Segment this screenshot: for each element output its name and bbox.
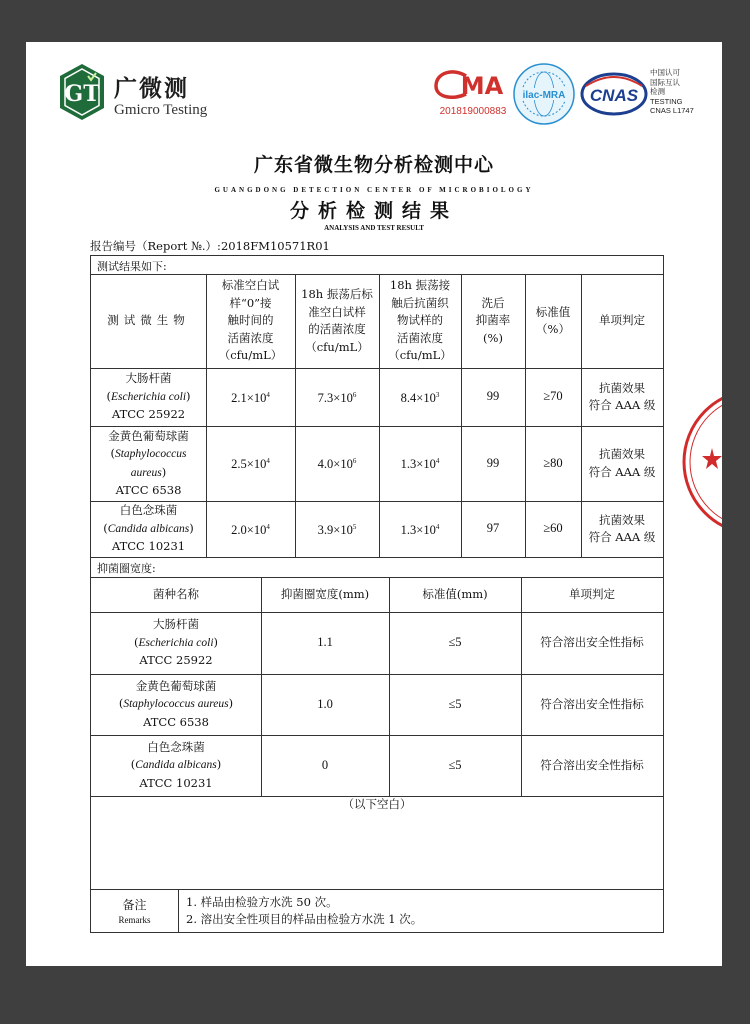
header-text-line: （cfu/mL）: [305, 339, 369, 354]
header-text-line: 活菌浓度: [397, 330, 443, 345]
initial-concentration-value: [206, 501, 295, 557]
sample-18h-concentration-value: [379, 501, 461, 557]
remarks-label-en: Remarks: [118, 915, 151, 925]
cnas-accreditation-text: [650, 68, 694, 116]
value-exponent: 6: [352, 390, 357, 399]
report-page: [26, 42, 722, 966]
logo-name-cn: 广微测: [114, 76, 189, 102]
header-text-line: 样“0”接: [229, 295, 272, 310]
strain-id: ATCC 10231: [139, 775, 213, 790]
verdict-line: 抗菌效果: [599, 447, 645, 461]
cma-seal-icon: [432, 66, 512, 102]
cma-mark-text: MA: [460, 72, 504, 100]
remarks-list: [186, 894, 422, 928]
organism-name-cn: 大肠杆菌: [125, 371, 172, 386]
blank-note: （以下空白）: [342, 797, 412, 812]
header-text-line: 18h 振荡后标: [301, 287, 373, 301]
header-text-line: （%）: [536, 322, 570, 336]
organism-cell: [91, 501, 206, 557]
value-exponent: 4: [266, 457, 270, 466]
organism-name-latin: (Staphylococcus: [110, 446, 187, 460]
value-exponent: 4: [435, 522, 440, 531]
remarks-label: [91, 889, 178, 932]
header-text-line: 物试样的: [397, 313, 443, 328]
value-exponent: 4: [435, 457, 440, 466]
organism-name-cn: 白色念珠菌: [119, 503, 178, 518]
organism-name-latin: (Candida albicans): [103, 520, 194, 535]
organism-cell: [91, 426, 206, 501]
value-mantissa: 1.3×10: [400, 457, 436, 472]
value-exponent: 5: [352, 522, 357, 531]
value-mantissa: 2.1×10: [231, 390, 267, 405]
result-title-en: ANALYSIS AND TEST RESULT: [324, 224, 424, 232]
value-mantissa: 7.3×10: [317, 390, 353, 405]
header-text-line: 标准空白试: [221, 278, 280, 293]
zone-verdict: 符合溶出安全性指标: [540, 696, 644, 711]
standard-value: ≥60: [543, 521, 563, 536]
header-initial-concentration: [206, 274, 295, 368]
header-organism: 测试微生物: [107, 313, 190, 328]
center-title-en: GUANGDONG DETECTION CENTER OF MICROBIOLOGY: [214, 186, 534, 194]
cma-number: 201819000883: [439, 106, 507, 117]
organism-latin-text: aureus: [130, 466, 162, 479]
center-title: 广东省微生物分析检测中心: [253, 154, 494, 176]
report-number-value: 2018FM10571R01: [220, 239, 330, 253]
gt-logo-icon: [58, 62, 106, 122]
strain-name-latin: (Escherichia coli): [133, 634, 219, 649]
cnas-text-line: 中国认可: [650, 68, 680, 77]
strain-name-cn: 白色念珠菌: [147, 739, 205, 754]
section-label-results: 测试结果如下:: [97, 260, 167, 273]
logo-name-en: Gmicro Testing: [114, 102, 208, 118]
verdict-line: 符合 AAA 级: [588, 398, 656, 412]
initial-concentration-value: [206, 368, 295, 426]
verdict-cell: [581, 368, 663, 426]
strain-name-cn: 大肠杆菌: [153, 617, 199, 632]
header-text-line: （cfu/mL）: [388, 348, 452, 363]
header-text-line: 触后抗菌织: [391, 295, 449, 310]
verdict-cell: [581, 426, 663, 501]
sample-18h-concentration-value: [379, 368, 461, 426]
initial-concentration-value: [206, 426, 295, 501]
strain-name-cn: 金黄色葡萄球菌: [135, 678, 217, 693]
organism-latin-text: Candida albicans: [107, 522, 190, 535]
verdict-line: 抗菌效果: [599, 380, 645, 395]
red-seal-stamp-icon: [676, 382, 722, 542]
section-label-inhibition-zone: 抑菌圈宽度:: [97, 562, 156, 575]
value-mantissa: 1.3×10: [400, 522, 436, 537]
header-zone-width: 抑菌圈宽度(mm): [280, 586, 370, 601]
header-text-line: (%): [483, 330, 503, 345]
organism-strain: ATCC 25922: [111, 407, 186, 422]
remark-item: 1. 样品由检验方水洗 50 次。: [186, 895, 338, 909]
header-text-line: 18h 振荡接: [389, 278, 451, 293]
value-mantissa: 2.5×10: [231, 457, 267, 472]
blank-18h-concentration-value: [295, 501, 379, 557]
strain-cell: [91, 674, 261, 735]
header-standard-value: [525, 274, 581, 368]
strain-name-latin: (Staphylococcus aureus): [118, 696, 234, 711]
strain-latin-text: Escherichia coli: [138, 636, 214, 649]
cnas-text-line: TESTING: [650, 96, 683, 106]
inhibition-rate-value: 99: [486, 389, 500, 404]
organism-latin-text: Escherichia coli: [110, 390, 187, 403]
sample-18h-concentration-value: [379, 426, 461, 501]
verdict-line: 符合 AAA 级: [588, 530, 656, 544]
header-verdict: 单项判定: [599, 313, 645, 328]
remarks-label-cn: 备注: [122, 898, 147, 912]
header-text-line: （cfu/mL）: [218, 348, 283, 363]
strain-latin-text: Staphylococcus aureus: [123, 698, 229, 711]
value-exponent: 3: [435, 390, 440, 399]
header-zone-verdict: 单项判定: [569, 586, 615, 601]
organism-cell: [91, 368, 206, 426]
header-text-line: 的活菌浓度: [308, 322, 366, 336]
header-text-line: 准空白试样: [308, 304, 366, 319]
header-zone-standard: 标准值(mm): [422, 586, 488, 601]
organism-strain: ATCC 6538: [115, 483, 182, 497]
value-exponent: 4: [266, 522, 270, 531]
cnas-text-line: 国际互认: [650, 77, 680, 87]
header-text-line: 活菌浓度: [227, 330, 274, 345]
zone-standard-value: ≤5: [448, 757, 462, 772]
cnas-mark-text: CNAS: [589, 86, 639, 105]
value-mantissa: 3.9×10: [317, 522, 353, 537]
zone-width-value: 1.0: [317, 696, 333, 711]
strain-cell: [91, 735, 261, 796]
ilac-mark-text: ilac-MRA: [522, 90, 566, 101]
report-number-line: [90, 238, 330, 254]
results-table: [90, 255, 664, 933]
organism-name-cn: 金黄色葡萄球菌: [108, 428, 189, 443]
result-title: 分析检测结果: [289, 200, 458, 222]
header-text-line: 触时间的: [227, 313, 274, 328]
logo-mark-text: GT: [64, 81, 100, 107]
inhibition-rate-value: 97: [486, 521, 500, 536]
cnas-logo-icon: [580, 72, 648, 116]
organism-strain: ATCC 10231: [111, 539, 186, 554]
strain-latin-text: Candida albicans: [135, 759, 217, 772]
cnas-text-line: CNAS L1747: [650, 106, 694, 115]
cnas-text-line: 检测: [650, 87, 665, 96]
organism-name-latin: aureus): [130, 464, 167, 479]
header-sample-18h-concentration: [379, 274, 461, 368]
report-number-label: 报告编号（Report №.）:: [90, 239, 221, 253]
strain-id: ATCC 6538: [143, 714, 209, 729]
ilac-mra-icon: [512, 62, 576, 126]
value-exponent: 4: [266, 390, 270, 399]
organism-name-latin: (Escherichia coli): [106, 388, 191, 403]
value-mantissa: 8.4×10: [400, 390, 436, 405]
strain-id: ATCC 25922: [139, 653, 213, 668]
verdict-cell: [581, 501, 663, 557]
blank-18h-concentration-value: [295, 368, 379, 426]
standard-value: ≥70: [543, 389, 563, 404]
blank-18h-concentration-value: [295, 426, 379, 501]
header-text-line: 抑菌率: [475, 313, 511, 328]
value-mantissa: 2.0×10: [231, 522, 267, 537]
header-strain-name: 菌种名称: [153, 586, 199, 601]
zone-verdict: 符合溶出安全性指标: [540, 635, 644, 650]
zone-standard-value: ≤5: [448, 635, 462, 650]
zone-verdict: 符合溶出安全性指标: [540, 757, 644, 772]
verdict-line: 抗菌效果: [599, 512, 645, 527]
value-mantissa: 4.0×10: [317, 457, 353, 472]
header-text-line: 洗后: [481, 295, 505, 310]
header-blank-18h-concentration: [295, 274, 379, 368]
organism-latin-text: Staphylococcus: [114, 448, 187, 460]
header-text-line: 标准值: [535, 304, 571, 319]
header-inhibition-rate: [461, 274, 525, 368]
verdict-line: 符合 AAA 级: [588, 464, 656, 479]
zone-standard-value: ≤5: [448, 696, 462, 711]
value-exponent: 6: [352, 457, 357, 466]
strain-cell: [91, 612, 261, 674]
zone-width-value: 0: [321, 757, 329, 772]
remark-item: 2. 溶出安全性项目的样品由检验方水洗 1 次。: [186, 912, 423, 926]
strain-name-latin: (Candida albicans): [130, 757, 222, 772]
inhibition-rate-value: 99: [486, 455, 500, 470]
standard-value: ≥80: [543, 455, 563, 470]
zone-width-value: 1.1: [317, 635, 333, 650]
